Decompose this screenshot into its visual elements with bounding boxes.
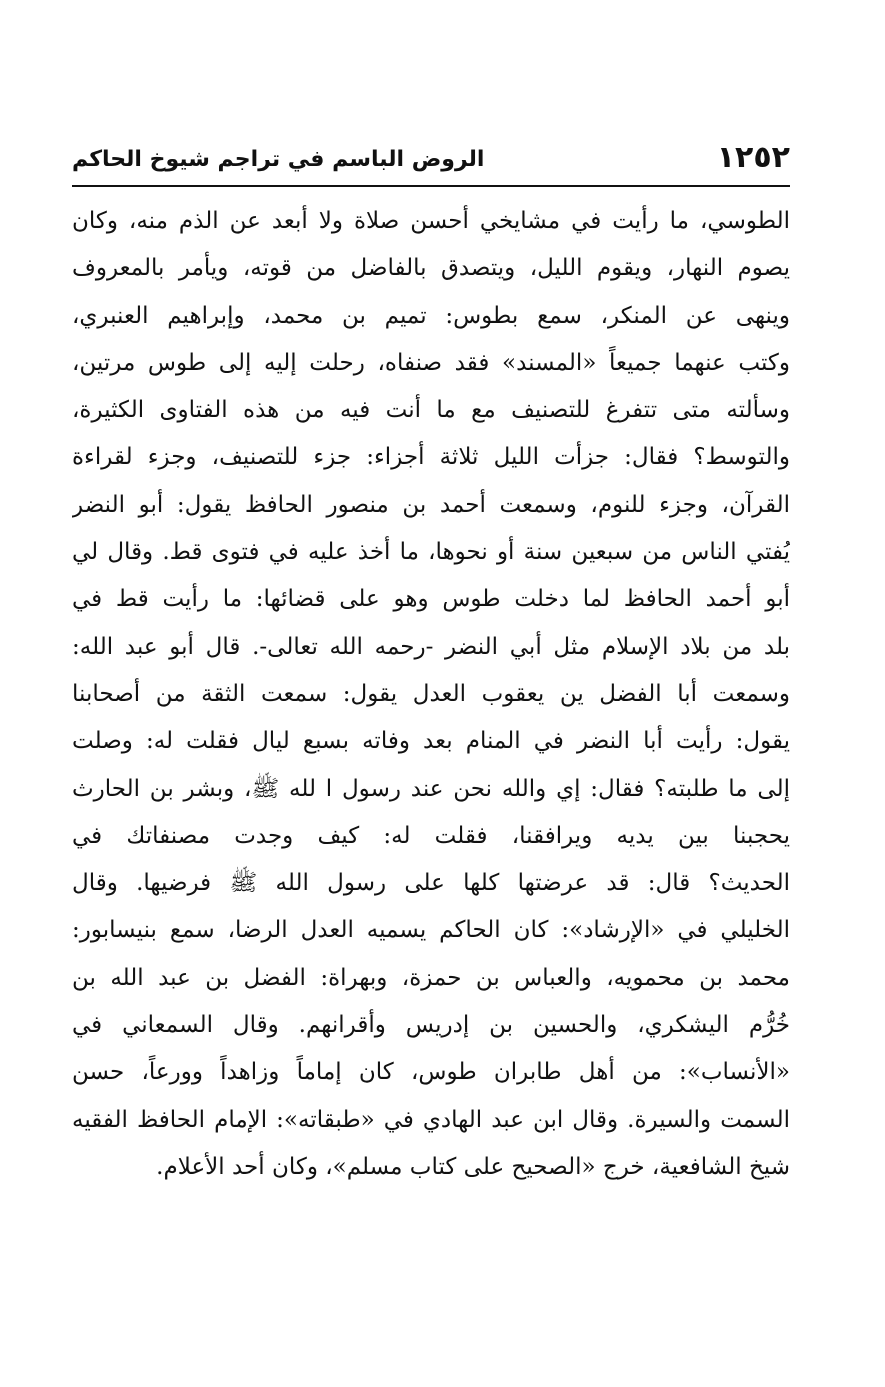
text-line: بلد من بلاد الإسلام مثل أبي النضر -رحمه الله تعالى-. قال أبو عبد الله: xyxy=(72,633,790,660)
text-line: محمد بن محمويه، والعباس بن حمزة، وبهراة: الفضل بن عبد الله بن xyxy=(72,964,790,991)
page-number: ١٢٥٢ xyxy=(716,140,790,175)
book-title: الروض الباسم في تراجم شيوخ الحاكم xyxy=(72,147,485,172)
text-line: الحديث؟ قال: قد عرضتها كلها على رسول الله ﷺ فرضيها. وقال xyxy=(72,870,790,897)
header-divider xyxy=(72,185,790,187)
text-line: أبو أحمد الحافظ لما دخلت طوس وهو على قضائها: ما رأيت قط في xyxy=(72,586,790,613)
text-line: والتوسط؟ فقال: جزأت الليل ثلاثة أجزاء: جزء للتصنيف، وجزء لقراءة xyxy=(72,444,790,471)
text-line: وينهى عن المنكر، سمع بطوس: تميم بن محمد، وإبراهيم العنبري، xyxy=(72,302,790,329)
text-line: يُفتي الناس من سبعين سنة أو نحوها، ما أخذ عليه في فتوى قط. وقال لي xyxy=(72,539,790,566)
text-line: الخليلي في «الإرشاد»: كان الحاكم يسميه العدل الرضا، سمع بنيسابور: xyxy=(72,917,790,944)
text-line: يصوم النهار، ويقوم الليل، ويتصدق بالفاضل من قوته، ويأمر بالمعروف xyxy=(72,255,790,282)
text-line: السمت والسيرة. وقال ابن عبد الهادي في «طبقاته»: الإمام الحافظ الفقيه xyxy=(72,1106,790,1133)
text-line: وسألته متى تتفرغ للتصنيف مع ما أنت فيه من هذه الفتاوى الكثيرة، xyxy=(72,397,790,424)
text-line: وسمعت أبا الفضل ين يعقوب العدل يقول: سمعت الثقة من أصحابنا xyxy=(72,680,790,707)
text-line: شيخ الشافعية، خرج «الصحيح على كتاب مسلم»، وكان أحد الأعلام. xyxy=(156,1153,790,1180)
running-header xyxy=(72,138,790,184)
text-line: الطوسي، ما رأيت في مشايخي أحسن صلاة ولا أبعد عن الذم منه، وكان xyxy=(72,208,790,234)
text-line: إلى ما طلبته؟ فقال: إي والله نحن عند رسول ا لله ﷺ، وبشر بن الحارث xyxy=(72,775,790,802)
text-line: القرآن، وجزء للنوم، وسمعت أحمد بن منصور الحافظ يقول: أبو النضر xyxy=(72,491,790,518)
body-text xyxy=(72,198,790,1191)
text-line: يحجبنا بين يديه ويرافقنا، فقلت له: كيف وجدت مصنفاتك في xyxy=(72,822,790,849)
text-line: «الأنساب»: من أهل طابران طوس، كان إماماً وزاهداً وورعاً، حسن xyxy=(72,1059,790,1086)
text-line: يقول: رأيت أبا النضر في المنام بعد وفاته بسبع ليال فقلت له: وصلت xyxy=(72,728,790,755)
text-line: خُرُّم اليشكري، والحسين بن إدريس وأقرانهم. وقال السمعاني في xyxy=(72,1012,790,1039)
text-line: وكتب عنهما جميعاً «المسند» فقد صنفاه، رحلت إليه إلى طوس مرتين، xyxy=(72,349,790,376)
